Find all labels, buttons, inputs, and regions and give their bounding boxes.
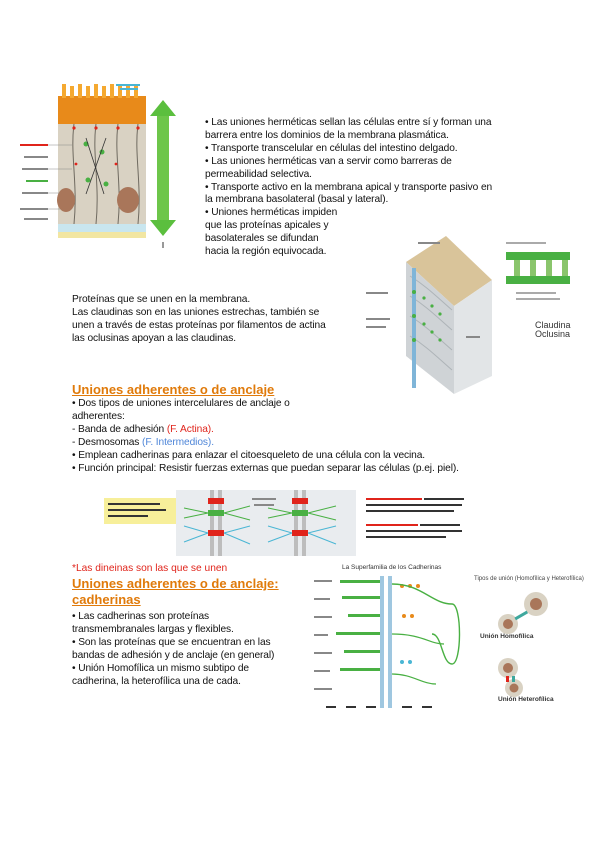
heading-line: Uniones adherentes o de anclaje: — [72, 576, 279, 591]
list-line: • Función principal: Resistir fuerzas externas que puedan separar las células (p.ej. piel). — [72, 462, 459, 474]
tight-junction-figure — [366, 236, 586, 394]
adherentes-list — [72, 398, 459, 475]
claudin-paragraph — [72, 294, 326, 346]
heterofilica-label: Unión Heterofílica — [498, 696, 554, 703]
body-line: bandas de adhesión y de anclaje (en general) — [72, 649, 275, 661]
epithelial-cells-figure — [16, 84, 196, 264]
bullet-line: • Las uniones herméticas van a servir como barreras de — [205, 155, 452, 167]
list-item-banda — [72, 424, 459, 437]
fig-label-oclusina: Oclusina — [535, 329, 571, 339]
bullet-line: • Las uniones herméticas sellan las células entre sí y forman una — [205, 117, 492, 128]
bullet-line: • Transporte transcelular en células del intestino delgado. — [205, 142, 458, 154]
adherens-junction-figure — [104, 490, 474, 556]
union-types-title: Tipos de unión (Homofílica y Heterofílica) — [474, 576, 584, 582]
homofilica-label: Unión Homofílica — [480, 633, 534, 640]
cadherinas-body — [72, 611, 274, 688]
union-types-figure — [480, 588, 566, 698]
intermedios-highlight: (F. Intermedios). — [142, 436, 214, 448]
bullet-line: barrera entre los dominios de la membrana plasmática. — [205, 129, 449, 141]
list-line: • Emplean cadherinas para enlazar el citoesqueleto de una célula con la vecina. — [72, 449, 426, 461]
paragraph-line: unen a través de estas proteínas por filamentos de actina — [72, 319, 326, 331]
bullet-line: hacia la región equivocada. — [205, 246, 327, 258]
body-line: transmembranales largas y flexibles. — [72, 623, 234, 635]
banda-label: - Banda de adhesión — [72, 423, 167, 435]
body-line: • Son las proteínas que se encuentran en las — [72, 636, 271, 648]
bullet-line: que las proteínas apicales y — [205, 220, 329, 232]
section-heading-cadherinas — [72, 576, 279, 608]
list-item-desmosomas — [72, 437, 459, 450]
paragraph-line: Las claudinas son en las uniones estrechas, también se — [72, 306, 320, 318]
list-line: • Dos tipos de uniones intercelulares de anclaje o — [72, 398, 290, 409]
cadherin-superfamily-figure — [312, 574, 472, 712]
bullet-line: permeabilidad selectiva. — [205, 168, 312, 180]
paragraph-line: Proteínas que se unen en la membrana. — [72, 294, 251, 305]
bullet-line: • Uniones herméticas impiden — [205, 207, 338, 219]
actina-highlight: (F. Actina). — [166, 423, 214, 435]
paragraph-line: las oclusinas apoyan a las claudinas. — [72, 332, 236, 344]
bullet-line: • Transporte activo en la membrana apical y transporte pasivo en — [205, 181, 493, 193]
fig-label-claudina: Claudina — [535, 320, 571, 330]
dineinas-note: *Las dineinas son las que se unen — [72, 563, 228, 574]
body-line: • Las cadherinas son proteínas — [72, 611, 210, 622]
body-line: • Unión Homofílica un mismo subtipo de — [72, 662, 249, 674]
list-line: adherentes: — [72, 410, 125, 422]
section-heading-adherentes: Uniones adherentes o de anclaje — [72, 382, 275, 397]
desmosomas-label: - Desmosomas — [72, 436, 143, 448]
heading-line: cadherinas — [72, 592, 141, 607]
cadherin-fig-title: La Superfamilia de los Cadherinas — [342, 564, 442, 571]
body-line: cadherina, la heterofílica una de cada. — [72, 675, 241, 687]
bullet-line: basolaterales se difundan — [205, 233, 319, 245]
bullet-line: la membrana basolateral (basal y lateral). — [205, 194, 389, 206]
